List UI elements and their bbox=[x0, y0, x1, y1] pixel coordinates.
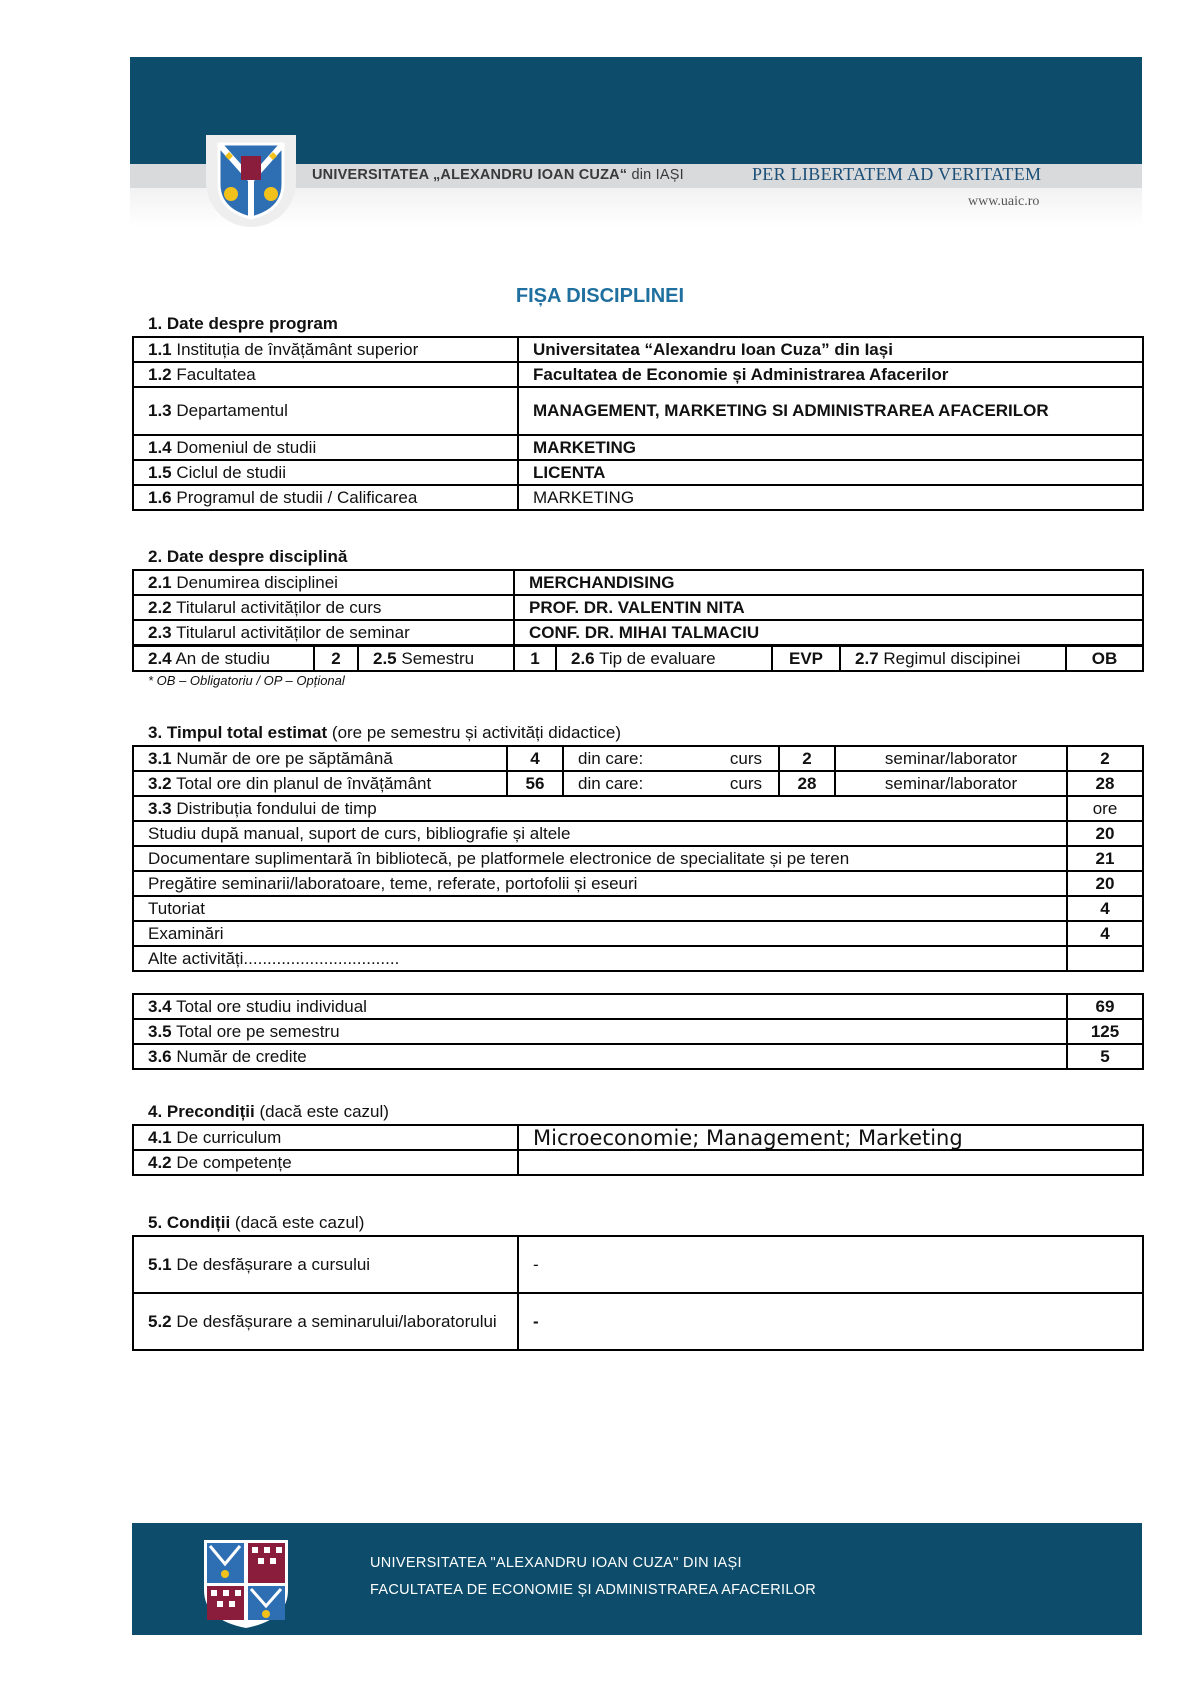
section-5-heading: 5. Condiții (dacă este cazul) bbox=[148, 1213, 365, 1232]
table-row: 3.3 Distribuția fondului de timp ore bbox=[133, 796, 1143, 821]
preconditions-table bbox=[132, 1124, 1144, 1176]
table-row: 4.2 De competențe bbox=[133, 1150, 1143, 1175]
table-row: Examinări 4 bbox=[133, 921, 1143, 946]
university-crest-icon bbox=[206, 135, 296, 227]
university-motto: PER LIBERTATEM AD VERITATEM bbox=[752, 164, 1042, 184]
table-row: 3.1 Număr de ore pe săptămână 4 din care: curs 2 seminar/laborator 2 bbox=[133, 746, 1143, 771]
table-row: Tutoriat 4 bbox=[133, 896, 1143, 921]
page-header bbox=[130, 57, 1142, 227]
table-row: 1.2 Facultatea Facultatea de Economie și Administrarea Afacerilor bbox=[133, 362, 1143, 387]
table-row: 3.5 Total ore pe semestru 125 bbox=[133, 1019, 1143, 1044]
table-row: 2.2 Titularul activităților de curs PROF. DR. VALENTIN NITA bbox=[133, 595, 1143, 620]
table-row: 1.6 Programul de studii / Calificarea MARKETING bbox=[133, 485, 1143, 510]
table-row: Alte activități................................. bbox=[133, 946, 1143, 971]
table-row: Pregătire seminarii/laboratoare, teme, referate, portofolii și eseuri 20 bbox=[133, 871, 1143, 896]
table-row: Documentare suplimentară în bibliotecă, pe platformele electronice de specialitate și pe teren 21 bbox=[133, 846, 1143, 871]
table-row: 5.2 De desfășurare a seminarului/laboratorului - bbox=[133, 1293, 1143, 1350]
table-row: 4.1 De curriculum Microeconomie; Management; Marketing bbox=[133, 1125, 1143, 1150]
section-4-heading: 4. Precondiții (dacă este cazul) bbox=[148, 1102, 389, 1121]
table-row: 2.1 Denumirea disciplinei MERCHANDISING bbox=[133, 570, 1143, 595]
table-row: 3.6 Număr de credite 5 bbox=[133, 1044, 1143, 1069]
footer-university: UNIVERSITATEA "ALEXANDRU IOAN CUZA" DIN IAȘI bbox=[370, 1555, 742, 1571]
faculty-crest-icon bbox=[202, 1538, 290, 1635]
conditions-table bbox=[132, 1235, 1144, 1351]
table-row: 1.4 Domeniul de studii MARKETING bbox=[133, 435, 1143, 460]
table-row: 1.3 Departamentul MANAGEMENT, MARKETING SI ADMINISTRAREA AFACERILOR bbox=[133, 387, 1143, 435]
evaluation-note: * OB – Obligatoriu / OP – Opțional bbox=[148, 673, 345, 688]
table-row: 1.5 Ciclul de studii LICENTA bbox=[133, 460, 1143, 485]
table-row: 3.2 Total ore din planul de învățământ 56 din care: curs 28 seminar/laborator 28 bbox=[133, 771, 1143, 796]
table-row: 5.1 De desfășurare a cursului - bbox=[133, 1236, 1143, 1293]
university-url: www.uaic.ro bbox=[968, 194, 1040, 209]
table-row: Studiu după manual, suport de curs, bibliografie și altele 20 bbox=[133, 821, 1143, 846]
table-row: 1.1 Instituția de învățământ superior Universitatea “Alexandru Ioan Cuza” din Iași bbox=[133, 337, 1143, 362]
document-title: FIȘA DISCIPLINEI bbox=[515, 285, 685, 307]
discipline-table bbox=[132, 569, 1144, 646]
time-table bbox=[132, 745, 1144, 972]
table-row: 2.4 An de studiu 2 2.5 Semestru 1 2.6 Tip de evaluare EVP 2.7 Regimul discipinei OB bbox=[133, 646, 1143, 671]
section-3-heading: 3. Timpul total estimat (ore pe semestru și activități didactice) bbox=[148, 723, 622, 742]
table-row: 2.3 Titularul activităților de seminar CONF. DR. MIHAI TALMACIU bbox=[133, 620, 1143, 645]
discipline-details-row bbox=[132, 645, 1144, 672]
page-footer bbox=[132, 1523, 1142, 1635]
table-row: 3.4 Total ore studiu individual 69 bbox=[133, 994, 1143, 1019]
university-name: UNIVERSITATEA „ALEXANDRU IOAN CUZA“ din IAȘI bbox=[312, 167, 684, 183]
section-2-heading: 2. Date despre disciplină bbox=[148, 547, 348, 566]
program-table bbox=[132, 336, 1144, 511]
totals-table bbox=[132, 993, 1144, 1070]
footer-faculty: FACULTATEA DE ECONOMIE ȘI ADMINISTRAREA AFACERILOR bbox=[370, 1582, 817, 1598]
section-1-heading: 1. Date despre program bbox=[148, 314, 338, 333]
